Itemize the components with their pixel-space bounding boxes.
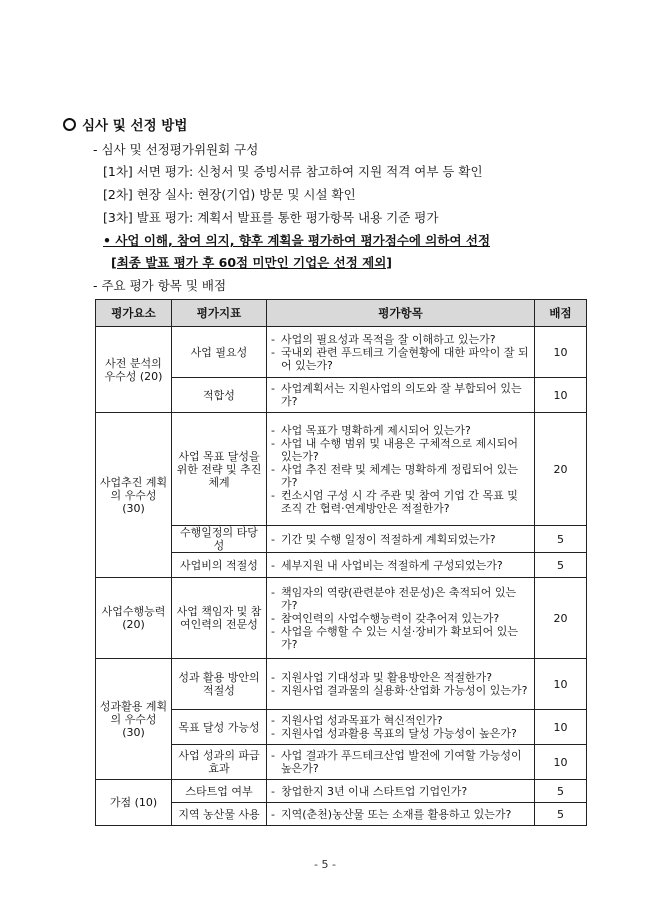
table-row [96, 327, 587, 378]
table-title: - 주요 평가 항목 및 배점 [93, 278, 227, 293]
section-title-text: 심사 및 선정 방법 [82, 118, 188, 134]
items-cell [267, 327, 535, 378]
score-cell: 5 [535, 553, 587, 578]
score-cell: 5 [535, 780, 587, 803]
list-item: - 국내외 관련 푸드테크 기술현황에 대한 파악이 잘 되어 있는가? [270, 346, 531, 372]
list-item: - 사업 목표가 명확하게 제시되어 있는가? [270, 424, 531, 437]
stage-2: [2차] 현장 실사: 현장(기업) 방문 및 시설 확인 [103, 187, 356, 202]
list-item: - 지원사업 성과목표가 혁신적인가? [270, 714, 531, 727]
element-cell: 사전 분석의 우수성 (20) [96, 327, 172, 413]
items-cell [267, 780, 535, 803]
score-cell: 10 [535, 710, 587, 745]
stage-1: [1차] 서면 평가: 신청서 및 증빙서류 참고하여 지원 적격 여부 등 확인 [103, 164, 483, 179]
list-item: - 사업 내 수행 범위 및 내용은 구체적으로 제시되어 있는가? [270, 437, 531, 463]
table-header-row [96, 300, 587, 327]
list-item: - 지원사업 기대성과 및 활용방안은 적절한가? [270, 671, 531, 684]
header-indicator: 평가지표 [172, 300, 267, 327]
indicator-cell: 지역 농산물 사용 [172, 803, 267, 826]
list-item: - 세부지원 내 사업비는 적절하게 구성되었는가? [270, 559, 531, 572]
list-item: - 책임자의 역량(관련분야 전문성)은 축적되어 있는가? [270, 586, 531, 612]
list-item: - 사업 결과가 푸드테크산업 발전에 기여할 가능성이 높은가? [270, 749, 531, 775]
final-note: [최종 발표 평가 후 60점 미만인 기업은 선정 제외] [111, 255, 392, 270]
indicator-cell: 수행일정의 타당성 [172, 526, 267, 553]
element-cell: 사업추진 계획의 우수성 (30) [96, 413, 172, 578]
score-cell: 10 [535, 745, 587, 780]
list-item: - 창업한지 3년 이내 스타트업 기업인가? [270, 785, 531, 798]
list-item: - 지원사업 결과물의 실용화·산업화 가능성이 있는가? [270, 684, 531, 697]
page-number: - 5 - [314, 858, 336, 871]
table-row [96, 578, 587, 659]
items-cell [267, 526, 535, 553]
circle-bullet-icon [63, 118, 76, 131]
list-item: - 지역(춘천)농산물 또는 소재를 활용하고 있는가? [270, 808, 531, 821]
score-cell: 20 [535, 578, 587, 659]
table-row [96, 659, 587, 710]
list-item: - 지원사업 성과활용 목표의 달성 가능성이 높은가? [270, 727, 531, 740]
score-cell: 5 [535, 526, 587, 553]
indicator-cell: 사업 성과의 파급효과 [172, 745, 267, 780]
indicator-cell: 사업 목표 달성을 위한 전략 및 추진체계 [172, 413, 267, 526]
items-cell [267, 803, 535, 826]
element-cell: 성과활용 계획의 우수성 (30) [96, 659, 172, 780]
score-cell: 10 [535, 659, 587, 710]
list-item: - 참여인력의 사업수행능력이 갖추어져 있는가? [270, 612, 531, 625]
list-item: - 기간 및 수행 일정이 적절하게 계획되었는가? [270, 533, 531, 546]
items-cell [267, 659, 535, 710]
indicator-cell: 적합성 [172, 378, 267, 413]
items-cell [267, 378, 535, 413]
indicator-cell: 성과 활용 방안의 적절성 [172, 659, 267, 710]
indicator-cell: 목표 달성 가능성 [172, 710, 267, 745]
list-item: - 컨소시엄 구성 시 각 주관 및 참여 기업 간 목표 및 조직 간 협력·연계방안은 적절한가? [270, 489, 531, 515]
list-item: - 사업계획서는 지원사업의 의도와 잘 부합되어 있는가? [270, 382, 531, 408]
list-item: - 사업 추진 전략 및 체계는 명확하게 정립되어 있는가? [270, 463, 531, 489]
list-item: - 사업을 수행할 수 있는 시설·장비가 확보되어 있는가? [270, 625, 531, 651]
indicator-cell: 사업비의 적절성 [172, 553, 267, 578]
indicator-cell: 스타트업 여부 [172, 780, 267, 803]
list-item: - 사업의 필요성과 목적을 잘 이해하고 있는가? [270, 333, 531, 346]
committee-line: - 심사 및 선정평가위원회 구성 [93, 142, 259, 157]
header-items: 평가항목 [267, 300, 535, 327]
items-cell [267, 578, 535, 659]
score-cell: 10 [535, 327, 587, 378]
score-cell: 5 [535, 803, 587, 826]
table-row [96, 780, 587, 803]
element-cell: 가점 (10) [96, 780, 172, 826]
items-cell [267, 745, 535, 780]
items-cell [267, 710, 535, 745]
evaluation-table [95, 299, 587, 826]
score-cell: 10 [535, 378, 587, 413]
indicator-cell: 사업 필요성 [172, 327, 267, 378]
indicator-cell: 사업 책임자 및 참여인력의 전문성 [172, 578, 267, 659]
section-title [63, 114, 187, 134]
items-cell [267, 413, 535, 526]
header-score: 배점 [535, 300, 587, 327]
header-element: 평가요소 [96, 300, 172, 327]
score-cell: 20 [535, 413, 587, 526]
items-cell [267, 553, 535, 578]
table-row [96, 413, 587, 526]
element-cell: 사업수행능력 (20) [96, 578, 172, 659]
stage-3: [3차] 발표 평가: 계획서 발표를 통한 평가항목 내용 기준 평가 [103, 210, 439, 225]
selection-note: • 사업 이해, 참여 의지, 향후 계획을 평가하여 평가점수에 의하여 선정 [103, 233, 491, 248]
